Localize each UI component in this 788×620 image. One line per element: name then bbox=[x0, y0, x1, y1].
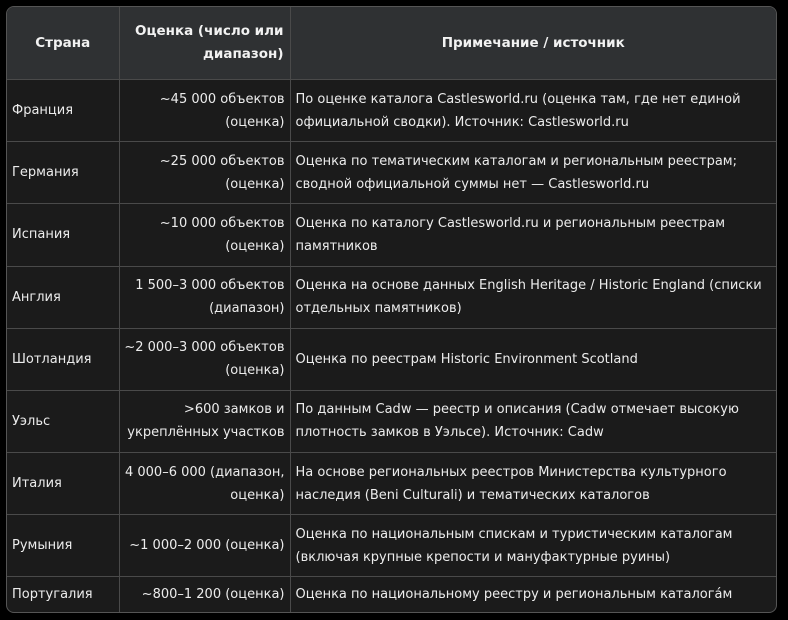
cell-note: Оценка по национальному реестру и региональным каталога́м bbox=[290, 577, 776, 612]
cell-estimate: ~45 000 объектов (оценка) bbox=[119, 80, 290, 142]
cell-estimate: ~2 000–3 000 объектов (оценка) bbox=[119, 328, 290, 390]
cell-estimate: ~800–1 200 (оценка) bbox=[119, 577, 290, 612]
cell-country: Румыния bbox=[7, 515, 119, 577]
header-row bbox=[7, 7, 776, 80]
cell-note: Оценка по реестрам Historic Environment Scotland bbox=[290, 328, 776, 390]
cell-country: Португалия bbox=[7, 577, 119, 612]
cell-note: Оценка на основе данных English Heritage / Historic England (списки отдельных памятников) bbox=[290, 266, 776, 328]
cell-note: Оценка по каталогу Castlesworld.ru и региональным реестрам памятников bbox=[290, 204, 776, 266]
header-estimate: Оценка (число или диапазон) bbox=[119, 7, 290, 80]
cell-note: По данным Cadw — реестр и описания (Cadw отмечает высокую плотность замков в Уэльсе). Источник: Cadw bbox=[290, 390, 776, 452]
cell-estimate: 4 000–6 000 (диапазон, оценка) bbox=[119, 453, 290, 515]
table-container bbox=[6, 6, 777, 613]
header-country: Страна bbox=[7, 7, 119, 80]
cell-note: На основе региональных реестров Министерства культурного наследия (Beni Culturali) и тематических каталогов bbox=[290, 453, 776, 515]
table-row bbox=[7, 328, 776, 390]
table-row bbox=[7, 142, 776, 204]
table-row bbox=[7, 204, 776, 266]
table-row bbox=[7, 577, 776, 612]
cell-country: Германия bbox=[7, 142, 119, 204]
table-row bbox=[7, 266, 776, 328]
cell-estimate: >600 замков и укреплённых участков bbox=[119, 390, 290, 452]
cell-country: Уэльс bbox=[7, 390, 119, 452]
cell-country: Италия bbox=[7, 453, 119, 515]
cell-note: По оценке каталога Castlesworld.ru (оценка там, где нет единой официальной сводки). Источник: Castlesworld.ru bbox=[290, 80, 776, 142]
header-note: Примечание / источник bbox=[290, 7, 776, 80]
cell-estimate: ~10 000 объектов (оценка) bbox=[119, 204, 290, 266]
cell-estimate: ~25 000 объектов (оценка) bbox=[119, 142, 290, 204]
cell-country: Испания bbox=[7, 204, 119, 266]
cell-note: Оценка по национальным спискам и туристическим каталогам (включая крупные крепости и мануфактурные руины) bbox=[290, 515, 776, 577]
cell-country: Франция bbox=[7, 80, 119, 142]
castles-table bbox=[7, 7, 776, 612]
cell-country: Шотландия bbox=[7, 328, 119, 390]
cell-note: Оценка по тематическим каталогам и региональным реестрам; сводной официальной суммы нет — Castlesworld.ru bbox=[290, 142, 776, 204]
table-row bbox=[7, 390, 776, 452]
table-row bbox=[7, 80, 776, 142]
cell-estimate: ~1 000–2 000 (оценка) bbox=[119, 515, 290, 577]
cell-country: Англия bbox=[7, 266, 119, 328]
table-row bbox=[7, 515, 776, 577]
cell-estimate: 1 500–3 000 объектов (диапазон) bbox=[119, 266, 290, 328]
table-row bbox=[7, 453, 776, 515]
